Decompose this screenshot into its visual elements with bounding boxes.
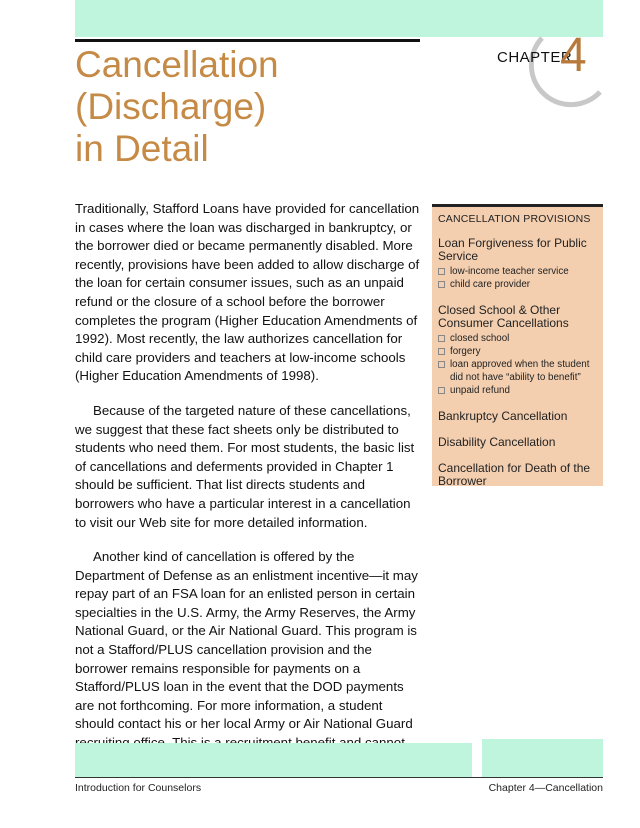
sidebar-section	[438, 436, 597, 449]
sidebar-list	[438, 332, 597, 397]
title-line: in Detail	[75, 128, 209, 169]
chapter-number: 4	[560, 29, 587, 82]
sidebar-list-item	[438, 345, 597, 358]
sidebar-item-label: unpaid refund	[450, 385, 510, 396]
sidebar-item-label: child care provider	[450, 279, 531, 290]
sidebar-item-label: low-income teacher service	[450, 266, 569, 277]
bottom-color-band-left	[75, 743, 472, 777]
sidebar-item-label: closed school	[450, 333, 510, 344]
sidebar-section	[438, 304, 597, 397]
checkbox-icon	[438, 335, 445, 342]
title-rule	[75, 39, 420, 42]
footer-right-text: Chapter 4—Cancellation	[488, 782, 603, 794]
checkbox-icon	[438, 281, 445, 288]
bottom-color-band-right	[482, 739, 603, 777]
footer-left-text: Introduction for Counselors	[75, 782, 202, 794]
body-paragraph: Traditionally, Stafford Loans have provided for cancellation in cases where the loan was discharged in bankruptcy, or the borrower died or became permanently disabled. More recently, provisions have been added to allow discharge of the loan for certain consumer issues, such as an unpaid refund or the closure of a school before the borrower completes the program (Higher Education Amendments of 1992). Most recently, the law authorizes cancellation for child care providers and teachers at low-income schools (Higher Education Amendments of 1998).	[75, 201, 420, 384]
page-title	[75, 44, 375, 170]
title-line: (Discharge)	[75, 86, 267, 127]
sidebar-section	[438, 410, 597, 423]
sidebar-header: CANCELLATION PROVISIONS	[438, 213, 591, 225]
footer-rule	[75, 777, 603, 778]
checkbox-icon	[438, 348, 445, 355]
sidebar-section-heading: Bankruptcy Cancellation	[438, 409, 568, 423]
body-paragraph: Another kind of cancellation is offered by the Department of Defense as an enlistment incentive—it may repay part of an FSA loan for an enlisted person in certain specialties in the U.S. Army, the Army Reserves, the Army National Guard, or the Air National Guard. This program is not a Stafford/PLUS cancellation provision and the borrower remains responsible for payments on a Stafford/PLUS loan in the event that the DOD payments are not forthcoming. For more information, a student should contact his or her local Army or Air National Guard	[75, 549, 418, 732]
checkbox-icon	[438, 361, 445, 368]
sidebar-section-heading: Cancellation for Death of the Borrower	[438, 461, 591, 488]
sidebar-list-item	[438, 332, 597, 345]
checkbox-icon	[438, 268, 445, 275]
checkbox-icon	[438, 387, 445, 394]
sidebar-section-heading: Loan Forgiveness for Public Service	[438, 236, 587, 263]
sidebar-item-label: loan approved when the student did not have “ability to benefit”	[450, 359, 590, 383]
chapter-label: CHAPTER	[497, 49, 573, 66]
sidebar-list-item	[438, 384, 597, 397]
sidebar-list-item	[438, 265, 597, 278]
body-paragraph: Because of the targeted nature of these cancellations, we suggest that these fact sheets only be distributed to students who need them. For most students, the basic list of cancellations and deferments provided in Chapter 1 should be sufficient. That list directs students and borrowers who have a particular interest in a cancellation to visit our Web site for more detailed information.	[75, 402, 415, 530]
title-line: Cancellation	[75, 44, 279, 85]
cancellation-provisions-sidebar	[432, 204, 603, 486]
sidebar-section	[438, 462, 597, 488]
sidebar-list-item	[438, 358, 597, 384]
sidebar-section-heading: Disability Cancellation	[438, 435, 556, 449]
body-text	[75, 200, 421, 787]
sidebar-item-label: forgery	[450, 346, 481, 357]
sidebar-list-item	[438, 278, 597, 291]
sidebar-section-heading: Closed School & Other Consumer Cancellations	[438, 303, 569, 330]
sidebar-section	[438, 237, 597, 291]
sidebar-list	[438, 265, 597, 291]
